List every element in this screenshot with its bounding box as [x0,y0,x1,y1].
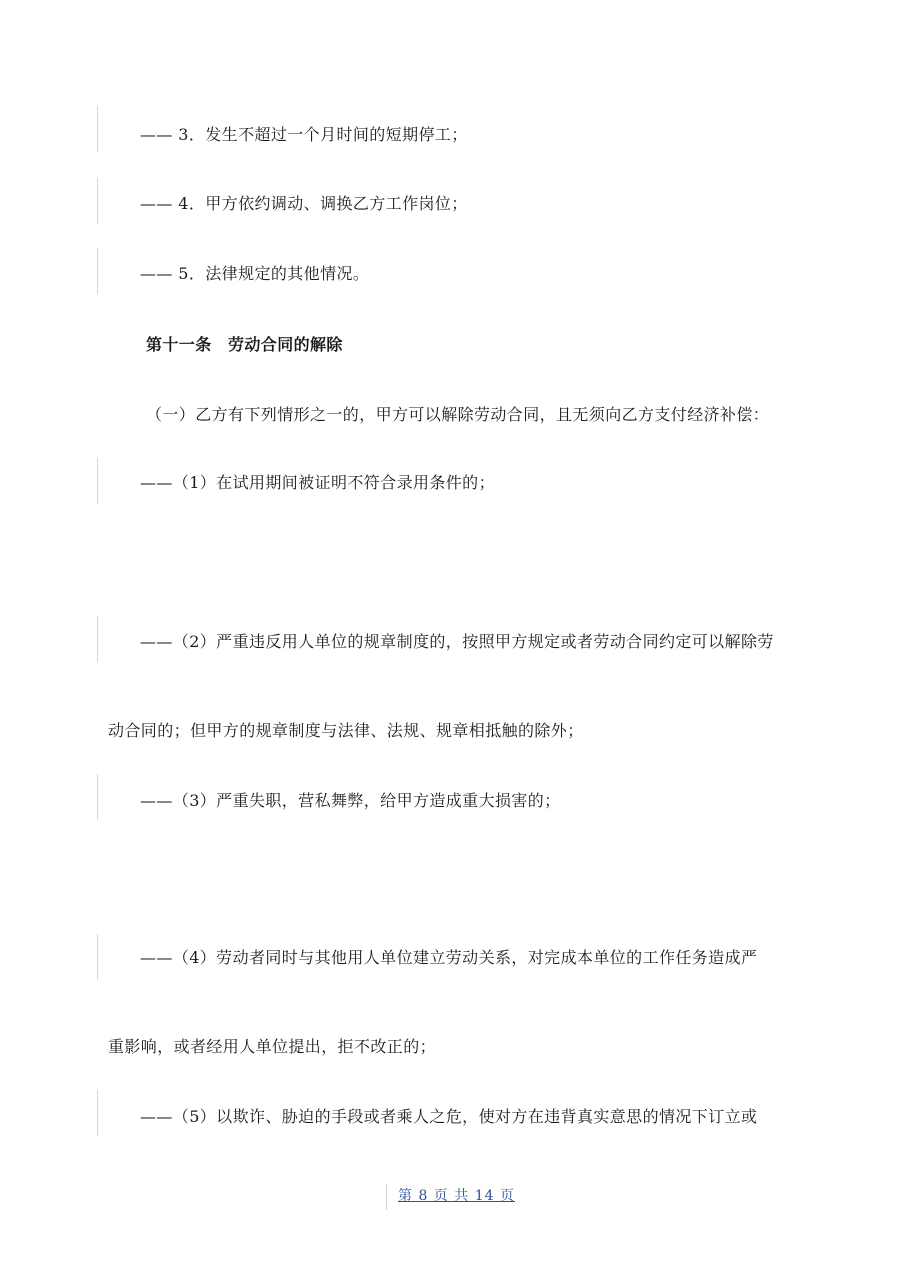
list-item: —— 3．发生不超过一个月时间的短期停工； [140,125,468,144]
margin-bar [97,616,98,662]
list-item: ——（2）严重违反用人单位的规章制度的，按照甲方规定或者劳动合同约定可以解除劳 [140,632,774,651]
list-item: —— 5．法律规定的其他情况。 [140,264,370,283]
list-item: ——（1）在试用期间被证明不符合录用条件的； [140,473,495,492]
margin-bar [97,934,98,980]
list-item: ——（4）劳动者同时与其他用人单位建立劳动关系，对完成本单位的工作任务造成严 [140,948,758,967]
list-item-continuation: 动合同的；但甲方的规章制度与法律、法规、规章相抵触的除外； [108,721,584,740]
margin-bar [97,106,98,152]
list-item: ——（5）以欺诈、胁迫的手段或者乘人之危，使对方在违背真实意思的情况下订立或 [140,1107,758,1126]
margin-bar [97,774,98,820]
list-item: ——（3）严重失职，营私舞弊，给甲方造成重大损害的； [140,791,561,810]
page-number-link[interactable]: 第 8 页 共 14 页 [398,1188,515,1204]
section-heading: 第十一条 劳动合同的解除 [146,335,343,354]
footer-divider [386,1184,387,1210]
list-item-continuation: 重影响，或者经用人单位提出，拒不改正的； [108,1037,437,1056]
list-item: —— 4．甲方依约调动、调换乙方工作岗位； [140,194,468,213]
paragraph: （一）乙方有下列情形之一的，甲方可以解除劳动合同，且无须向乙方支付经济补偿： [146,405,770,424]
margin-bar [97,178,98,224]
margin-bar [97,1090,98,1136]
margin-bar [97,248,98,294]
margin-bar [97,458,98,504]
